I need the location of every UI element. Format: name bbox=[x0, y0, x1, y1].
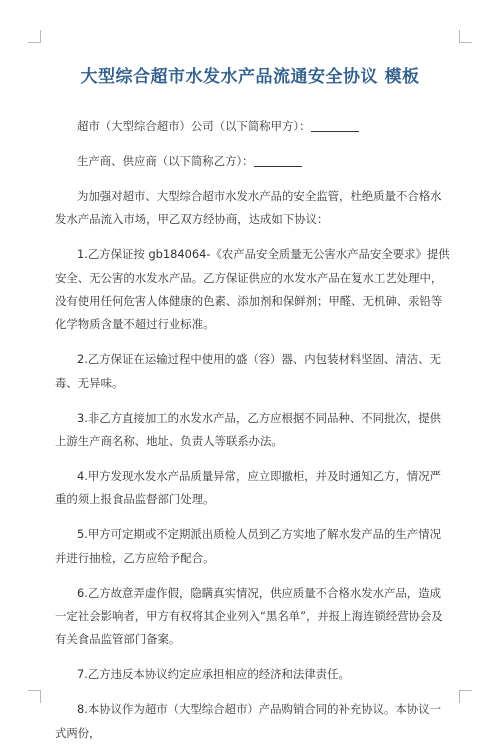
clause-8: 8.本协议作为超市（大型综合超市）产品购销合同的补充协议。本协议一式两份， bbox=[55, 702, 441, 740]
party-b-line bbox=[55, 150, 450, 173]
party-a-line bbox=[55, 115, 450, 138]
intro-paragraph: 为加强对超市、大型综合超市水发水产品的安全监管，杜绝质量不合格水发水产品流入市场，甲乙双方经协商，达成如下协议： bbox=[55, 188, 442, 227]
party-b-blank bbox=[254, 154, 302, 167]
clause-7: 7.乙方违反本协议约定应承担相应的经济和法律责任。 bbox=[77, 667, 350, 682]
document-title: 大型综合超市水发水产品流通安全协议 模板 bbox=[80, 67, 420, 87]
page-corner-mark bbox=[459, 30, 472, 43]
party-a-blank bbox=[311, 119, 359, 132]
clause-1: 1.乙方保证按 gb184064-《农产品安全质量无公害水产品安全要求》提供安全、无公害的水发水产品。乙方保证供应的水发水产品在复水工艺处理中，没有使用任何危害人体健康的色素、添加剂和保鲜剂；甲醛、无机砷、汞铅等化学物质含量不超过行业标准。 bbox=[55, 247, 450, 332]
page-corner-mark bbox=[28, 30, 41, 43]
clause-2: 2.乙方保证在运输过程中使用的盛（容）器、内包装材料坚固、清洁、无毒、无异味。 bbox=[55, 352, 441, 390]
clause-5: 5.甲方可定期或不定期派出质检人员到乙方实地了解水发产品的生产情况并进行抽检，乙方应给予配合。 bbox=[55, 527, 441, 565]
clause-3: 3.非乙方直接加工的水发水产品，乙方应根据不同品种、不同批次，提供上游生产商名称、地址、负责人等联系办法。 bbox=[55, 410, 441, 448]
document-body bbox=[55, 115, 450, 745]
page-corner-mark bbox=[459, 690, 472, 703]
clause-4: 4.甲方发现水发水产品质量异常，应立即撤柜，并及时通知乙方，情况严重的须上报食品监督部门处理。 bbox=[55, 468, 441, 507]
clause-6: 6.乙方故意弄虚作假，隐瞒真实情况，供应质量不合格水发水产品，造成一定社会影响者，甲方有权将其企业列入“黑名单”，并报上海连锁经营协会及有关食品监管部门备案。 bbox=[55, 585, 443, 647]
page-corner-mark bbox=[28, 690, 41, 703]
party-b-label: 生产商、供应商（以下简称乙方）： bbox=[77, 153, 254, 168]
party-a-label: 超市（大型综合超市）公司（以下简称甲方）： bbox=[77, 119, 311, 133]
